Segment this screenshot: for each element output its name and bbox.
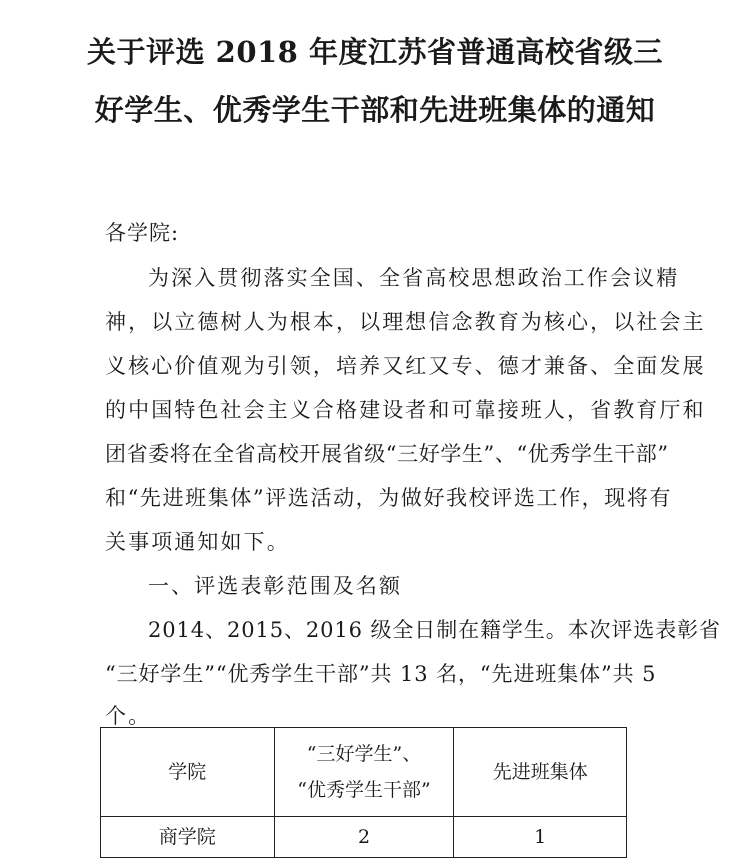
section-1-line: 2014、2015、2016 级全日制在籍学生。本次评选表彰省 (148, 618, 721, 642)
header-cadres-line: “优秀学生干部” (297, 779, 431, 801)
header-advanced-class: 先进班集体 (454, 728, 627, 817)
paragraph-1-line: 的中国特色社会主义合格建设者和可靠接班人，省教育厅和 (105, 398, 706, 422)
paragraph-1-line: 为深入贯彻落实全国、全省高校思想政治工作会议精 (148, 266, 680, 290)
paragraph-1-line: 关事项通知如下。 (105, 530, 290, 554)
paragraph-1-line: 义核心价值观为引领，培养又红又专、德才兼备、全面发展 (105, 354, 706, 378)
quota-table (100, 727, 627, 858)
table-header-row (101, 728, 627, 817)
section-1-line: 个。 (105, 704, 152, 728)
section-1-heading: 一、评选表彰范围及名额 (148, 574, 403, 598)
cell-college: 商学院 (101, 817, 275, 858)
header-college: 学院 (101, 728, 275, 817)
document-title-line-1: 关于评选 2018 年度江苏省普通高校省级三 (87, 35, 663, 69)
table-row (101, 817, 627, 858)
header-students-cadres (274, 728, 454, 817)
header-students-line: “三好学生”、 (306, 742, 422, 765)
salutation: 各学院: (105, 221, 180, 245)
paragraph-1-line: 团省委将在全省高校开展省级“三好学生”、“优秀学生干部” (105, 442, 669, 466)
document-title-line-2: 好学生、优秀学生干部和先进班集体的通知 (94, 93, 656, 127)
cell-students: 2 (274, 817, 454, 858)
paragraph-1-line: 和“先进班集体”评选活动，为做好我校评选工作，现将有 (105, 486, 673, 510)
paragraph-1-line: 神，以立德树人为根本，以理想信念教育为核心，以社会主 (105, 310, 706, 334)
section-1-line: “三好学生”“优秀学生干部”共 13 名，“先进班集体”共 5 (105, 662, 657, 686)
cell-classes: 1 (454, 817, 627, 858)
